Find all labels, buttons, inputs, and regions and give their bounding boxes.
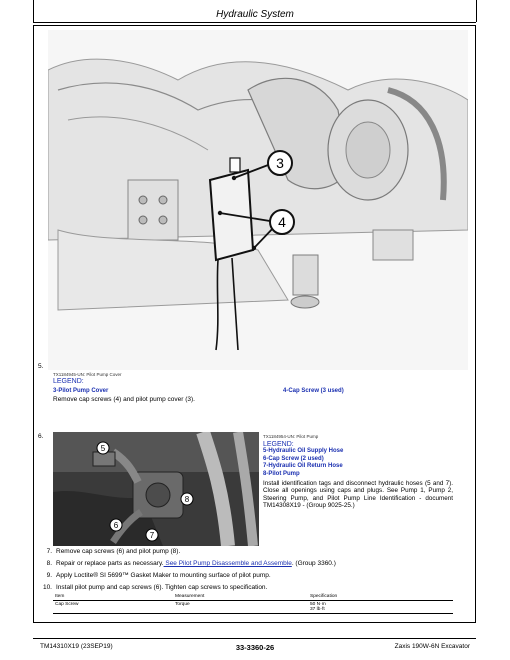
step-6-legend-block <box>263 433 453 510</box>
step-6-number: 6. <box>38 433 44 440</box>
step-9-text: Apply Loctite® SI 5699™ Gasket Maker to mounting surface of pilot pump. <box>56 572 271 579</box>
spec-header-item: Item <box>53 593 173 601</box>
header-rule <box>33 22 476 23</box>
spec-value-metric: 50 N·m <box>310 602 326 607</box>
callout-6-label: 6 <box>113 521 119 530</box>
pilot-pump-figure <box>53 432 259 546</box>
step-6-legend-title: LEGEND: <box>263 440 294 448</box>
callout-7-label: 7 <box>149 531 155 540</box>
pilot-pump-disassemble-link[interactable]: See Pilot Pump Disassemble and Assemble <box>163 560 292 567</box>
pilot-pump-cover-figure <box>48 30 468 370</box>
callout-4-label: 4 <box>278 214 286 230</box>
step-10 <box>38 584 267 591</box>
spec-header-measurement: Measurement <box>173 593 308 601</box>
legend-item-cap-screw-6: 6-Cap Screw (2 used) <box>263 455 324 462</box>
step-7 <box>38 548 180 555</box>
table-row <box>53 601 453 614</box>
step-5-legend-title: LEGEND: <box>53 378 84 385</box>
pilot-pump-photo <box>53 432 259 546</box>
callout-5-label: 5 <box>100 444 106 453</box>
step-8 <box>38 560 336 567</box>
pilot-pump-cover-illustration <box>48 30 468 370</box>
step-9 <box>38 572 271 579</box>
footer-model: Zaxis 190W-6N Excavator <box>394 643 470 650</box>
spec-cell-measurement: Torque <box>173 601 308 614</box>
spec-cell-specification <box>308 601 453 614</box>
footer-rule <box>33 638 476 639</box>
step-7-number: 7. <box>46 548 52 555</box>
legend-item-pilot-pump-cover: 3-Pilot Pump Cover <box>53 388 109 394</box>
legend-item-supply-hose: 5-Hydraulic Oil Supply Hose <box>263 448 344 455</box>
page-header-title: Hydraulic System <box>216 9 294 20</box>
spec-cell-item: Cap Screw <box>53 601 173 614</box>
callout-8-label: 8 <box>184 495 190 504</box>
figure-1-caption: TX1184945-UN: Pilot Pump Cover <box>53 372 122 377</box>
step-5-text: Remove cap screws (4) and pilot pump cover (3). <box>53 396 195 403</box>
legend-item-pilot-pump: 8-Pilot Pump <box>263 470 300 477</box>
step-10-text: Install pilot pump and cap screws (6). Tighten cap screws to specification. <box>56 584 268 591</box>
step-6-text: Install identification tags and disconnect hydraulic hoses (5 and 7). Close all openings using caps and plugs. See Pump 1, Pump 2, Steering Pump, and Pilot Pump Line Identification - document TM14308X19 - (Group 9025-25.) <box>263 479 453 510</box>
callout-3-label: 3 <box>276 155 284 171</box>
spec-table-header <box>53 593 453 601</box>
footer-page-number: 33-3360-26 <box>235 643 275 652</box>
figure-2-caption: TX1184954-UN: Pilot Pump <box>263 434 319 439</box>
step-10-number: 10. <box>42 584 52 591</box>
step-5-number: 5. <box>38 363 44 370</box>
step-8-number: 8. <box>46 560 52 567</box>
specification-table <box>53 593 453 614</box>
spec-value-imperial: 37 lb·ft <box>310 607 325 612</box>
step-7-text: Remove cap screws (6) and pilot pump (8). <box>56 548 181 555</box>
step-8-group: . (Group 3360.) <box>291 560 336 567</box>
step-9-number: 9. <box>46 572 52 579</box>
spec-header-specification: Specification <box>308 593 453 601</box>
legend-item-cap-screw-4: 4-Cap Screw (3 used) <box>283 388 344 394</box>
legend-item-return-hose: 7-Hydraulic Oil Return Hose <box>263 463 343 470</box>
footer-document-id: TM14310X19 (23SEP19) <box>40 643 113 650</box>
step-8-text: Repair or replace parts as necessary. <box>56 560 164 567</box>
